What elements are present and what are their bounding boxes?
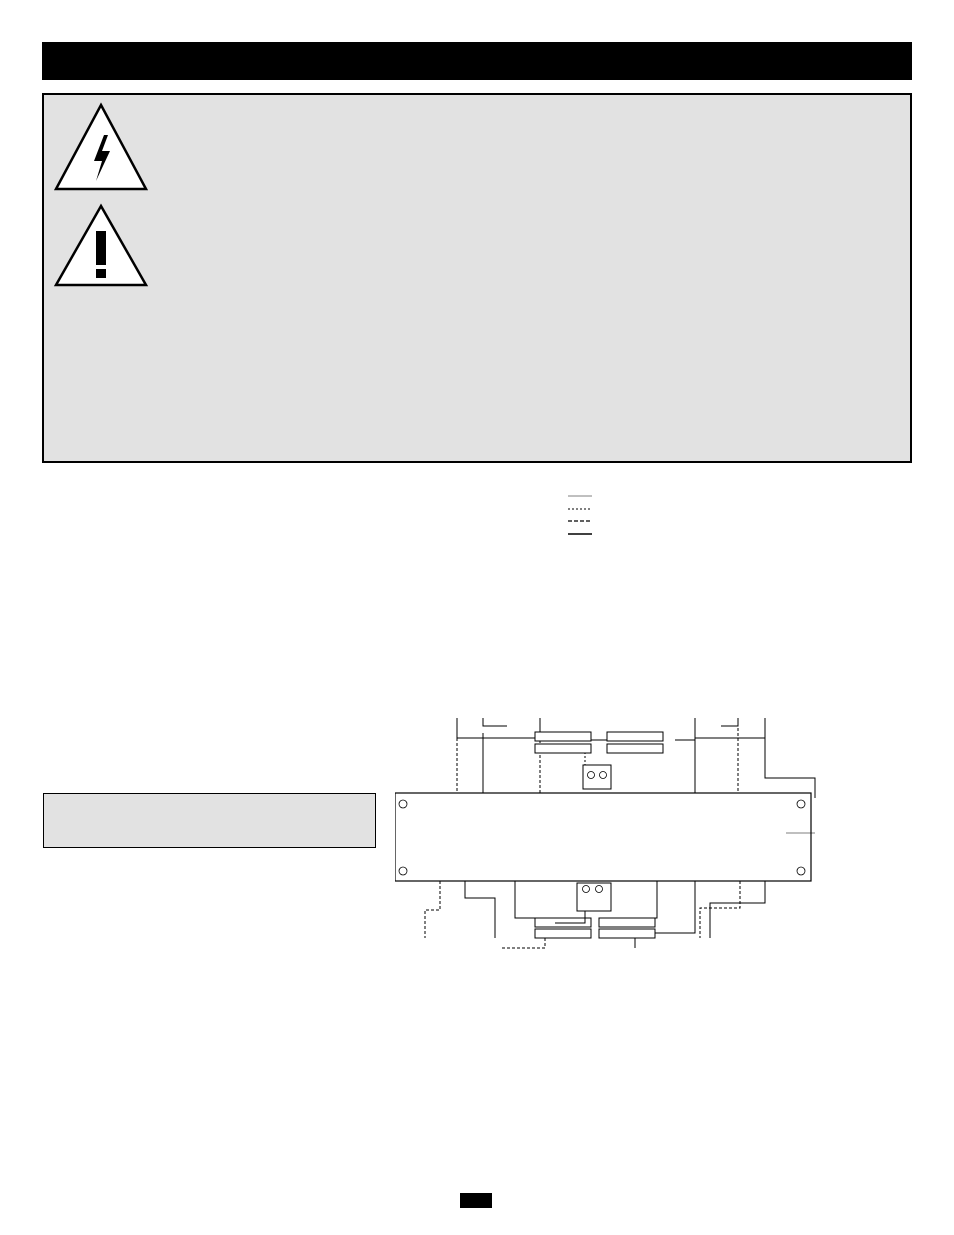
section-heading bbox=[43, 793, 376, 848]
exclamation-icon bbox=[52, 203, 150, 289]
high-voltage-icon bbox=[52, 101, 150, 193]
page-title bbox=[42, 42, 912, 80]
connector-bottom bbox=[535, 883, 655, 938]
wire-legend bbox=[568, 496, 592, 534]
module-panel bbox=[395, 793, 811, 881]
page-number bbox=[460, 1193, 492, 1208]
connector-top-left bbox=[535, 732, 663, 789]
warning-box bbox=[42, 93, 912, 463]
wiring-diagram bbox=[395, 478, 915, 1190]
